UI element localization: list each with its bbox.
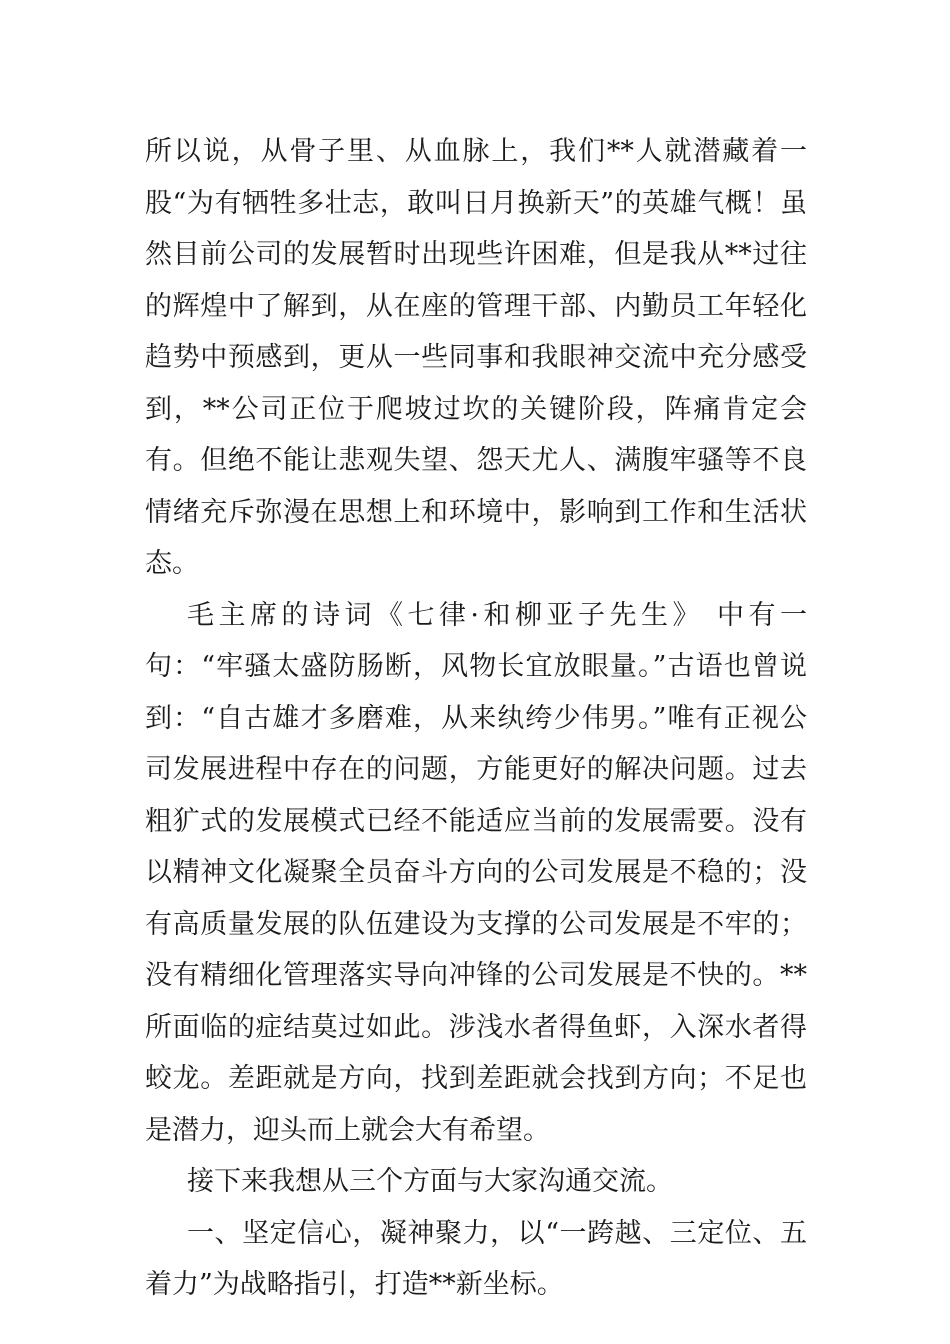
paragraph-poem-quote: 毛主席的诗词《七律·和柳亚子先生》 中有一句：“牢骚太盛防肠断，风物长宜放眼量。”古语也曾说到：“自古雄才多磨难，从来纨绔少伟男。”唯有正视公司发展进程中存在的问题，方能更好的解决问题。过去粗犷式的发展模式已经不能适应当前的发展需要。没有以精神文化凝聚全员奋斗方向的公司发展是不稳的；没有高质量发展的队伍建设为支撑的公司发展是不牢的；没有精细化管理落实导向冲锋的公司发展是不快的。**所面临的症结莫过如此。涉浅水者得鱼虾，入深水者得蛟龙。差距就是方向，找到差距就会找到方向；不足也是潜力，迎头而上就会大有希望。 (145, 599, 807, 1146)
body-text (145, 126, 807, 1311)
paragraph-continuation: 所以说，从骨子里、从血脉上，我们**人就潜藏着一股“为有牺牲多壮志，敢叫日月换新天”的英雄气概！虽然目前公司的发展暂时出现些许困难，但是我从**过往的辉煌中了解到，从在座的管理干部、内勤员工年轻化趋势中预感到，更从一些同事和我眼神交流中充分感受到，**公司正位于爬坡过坎的关键阶段，阵痛肯定会有。但绝不能让悲观失望、怨天尤人、满腹牢骚等不良情绪充斥弥漫在思想上和环境中，影响到工作和生活状态。 (145, 136, 807, 579)
paragraph-transition: 接下来我想从三个方面与大家沟通交流。 (187, 1166, 673, 1197)
section-heading-one: 一、坚定信心，凝神聚力，以“一跨越、三定位、五着力”为战略指引，打造**新坐标。 (145, 1217, 807, 1300)
